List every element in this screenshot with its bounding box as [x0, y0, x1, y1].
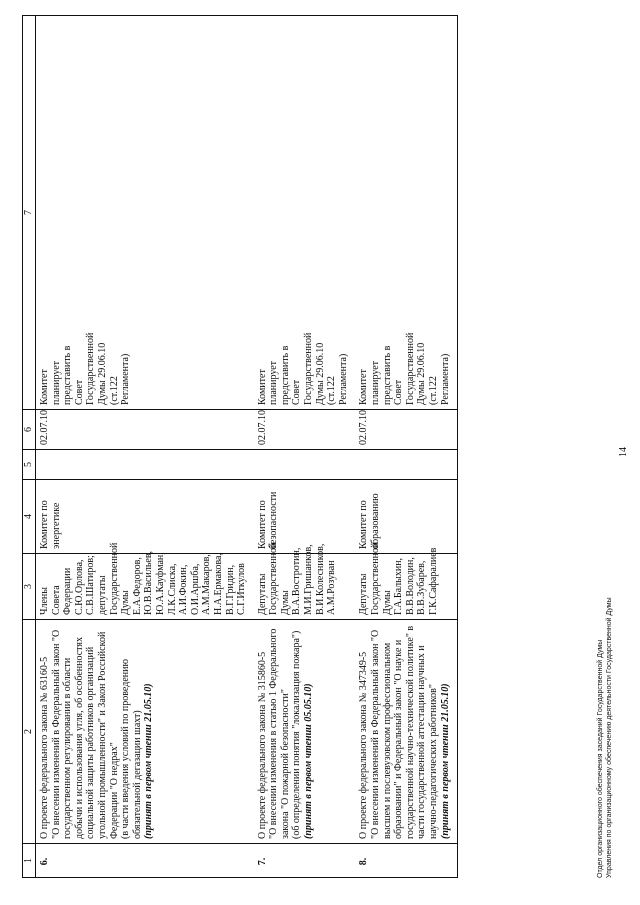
initiator: Государственной — [268, 542, 280, 615]
initiator: Государственной — [370, 542, 382, 615]
initiator: А.И.Фокин, — [178, 564, 190, 615]
initiator: В.В.Зубарев, — [416, 560, 428, 615]
initiator: Н.А.Ермакова, — [212, 553, 224, 615]
initiator: С.Г.Иткулов — [236, 563, 248, 615]
footer — [596, 597, 614, 878]
footer-line-1: Отдел организационного обеспечения заседаний Государственной Думы — [597, 639, 604, 878]
page-number: 14 — [618, 447, 629, 457]
col5-cell — [36, 450, 254, 480]
header-row — [23, 16, 36, 878]
col-header-5: 5 — [23, 450, 36, 480]
col-header-2: 2 — [23, 620, 36, 844]
row-number: 6. — [36, 844, 254, 878]
initiator: Л.К.Слиска, — [166, 563, 178, 615]
initiators — [254, 542, 356, 620]
initiator: Ю.В.Васильев, — [143, 550, 155, 615]
initiator: В.В.Володин, — [404, 557, 416, 615]
bill-status: (принят в первом чтении 05.05.10) — [303, 683, 315, 839]
bill-status: (принят в первом чтении 21.05.10) — [439, 683, 451, 839]
initiator: Е.А.Федоров, — [131, 557, 143, 615]
initiator: Депутаты — [256, 573, 268, 615]
initiator: депутаты — [96, 575, 108, 615]
plan-text: Комитет планирует представить в Совет Государственной Думы 29.06.10 (ст.122 Регламента) — [39, 332, 132, 405]
col-header-7: 7 — [23, 16, 36, 410]
bill-title: "О внесении изменений в Федеральный закон "О высшем и послевузовском профессиональном образовании" и Федеральный закон "О науке и государственной научно-технической политике" в части государственной аттестации научных и научно-педагогических работников" — [370, 625, 439, 839]
committee: Комитет по безопасности — [254, 480, 356, 554]
initiator: Депутаты — [358, 573, 370, 615]
bill-number: О проекте федерального закона № 315860-5 — [256, 651, 268, 839]
bill-note: (в части введения условий по проведению обязательной дегазации шахт) — [120, 659, 143, 839]
footer-line-2: Управления по организационному обеспечению деятельности Государственной Думы — [606, 597, 613, 878]
initiator: Ю.А.Кауфман, — [154, 552, 166, 615]
initiator: В.Г.Гридин, — [224, 564, 236, 615]
initiator: Г.А.Балыхин, — [393, 557, 405, 615]
col5-cell — [355, 450, 457, 480]
initiator: В.А.Вострoтин, — [291, 547, 303, 615]
bill-description — [254, 620, 356, 844]
bill-status: (принят в первом чтении 21.05.10) — [143, 683, 155, 839]
initiator: С.Ю.Орлова, — [73, 559, 85, 615]
col-header-4: 4 — [23, 480, 36, 554]
table-row — [355, 16, 457, 878]
committee: Комитет по образованию — [355, 480, 457, 554]
date-cell: 02.07.10 — [254, 410, 356, 450]
col5-cell — [254, 450, 356, 480]
date-cell: 02.07.10 — [36, 410, 254, 450]
initiator: О.И.Аршба, — [189, 563, 201, 615]
col-header-3: 3 — [23, 554, 36, 620]
initiators — [355, 542, 457, 620]
plan-cell — [254, 16, 356, 410]
row-number: 7. — [254, 844, 356, 878]
col-header-6: 6 — [23, 410, 36, 450]
date-cell: 02.07.10 — [355, 410, 457, 450]
bill-title: "О внесении изменения в статью 1 Федерального закона "О пожарной безопасности" — [268, 628, 291, 839]
initiator: М.И.Гришанков, — [303, 544, 315, 615]
bill-number: О проекте федерального закона № 347349-5 — [358, 651, 370, 839]
table-row — [254, 16, 356, 878]
table-row — [36, 16, 254, 878]
initiator: Члены Совета — [39, 585, 62, 615]
initiator: Г.К.Сафаралиев — [428, 547, 439, 615]
bill-note: (об определении понятия "локализация пожара") — [291, 630, 303, 839]
plan-text: Комитет планирует представить в Совет Государственной Думы 29.06.10 (ст.122 Регламента) — [256, 332, 349, 405]
col-header-1: 1 — [23, 844, 36, 878]
initiator: С.В.Шатиров; — [85, 555, 97, 615]
initiator: Думы — [381, 590, 393, 615]
initiator: Государственной — [108, 542, 120, 615]
row-number: 8. — [355, 844, 457, 878]
initiator: Думы — [120, 590, 132, 615]
bill-description — [355, 620, 457, 844]
initiator: В.И.Колесников, — [314, 543, 326, 615]
initiator: А.М.Макаров, — [201, 554, 213, 615]
committee: Комитет по энергетике — [36, 480, 254, 554]
initiator: Думы — [279, 590, 291, 615]
bill-title: "О внесении изменений в Федеральный закон "О государственном регулировании в области добычи и использования угля, об особенностях социальной защиты работников организаций угольной промышленности" и Закон Российской Федерации "О недрах" — [50, 629, 120, 839]
initiators — [36, 542, 254, 620]
initiator: Федерации — [62, 567, 74, 615]
plan-cell — [36, 16, 254, 410]
bills-table — [22, 15, 458, 878]
initiator: А.М.Розуван — [326, 560, 338, 615]
bill-description — [36, 620, 254, 844]
plan-text: Комитет планирует представить в Совет Государственной Думы 29.06.10 (ст.122 Регламента) — [358, 332, 451, 405]
plan-cell — [355, 16, 457, 410]
bill-number: О проекте федерального закона № 63160-5 — [39, 656, 50, 839]
